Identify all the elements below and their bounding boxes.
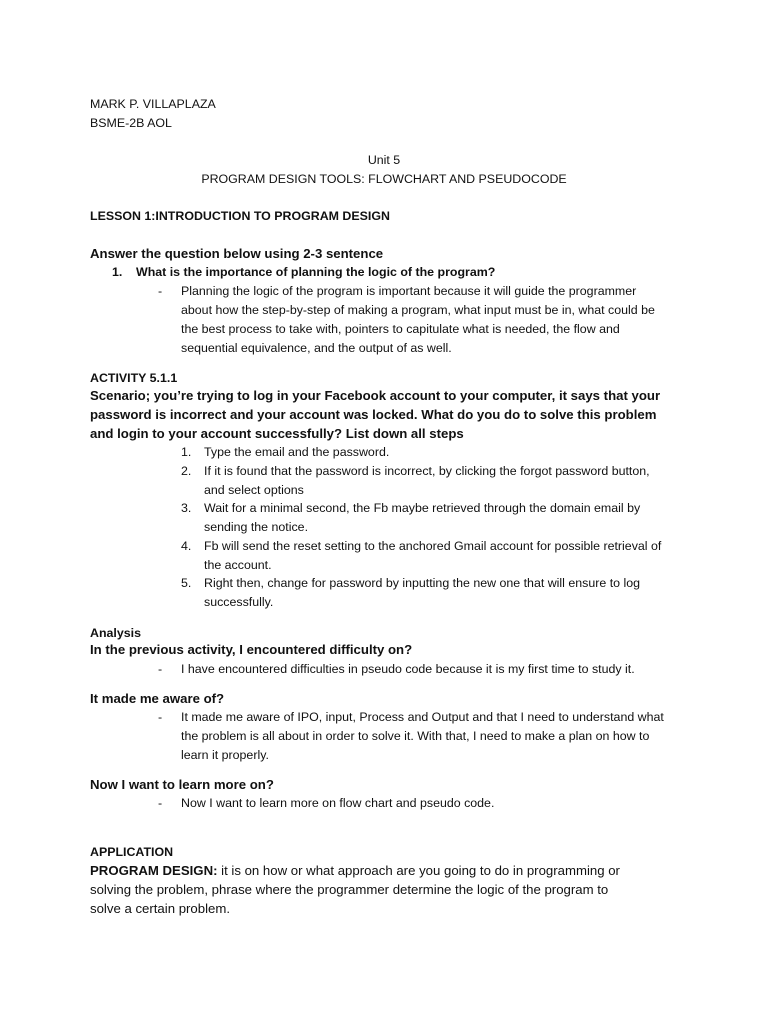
definition-term: PROGRAM DESIGN: (90, 863, 218, 878)
scenario-line: and login to your account successfully? List down all steps (90, 426, 464, 441)
analysis-heading: Analysis (90, 626, 141, 640)
analysis-question: Now I want to learn more on? (90, 777, 274, 792)
answer-bullet: - (158, 710, 163, 724)
answer-bullet: - (158, 284, 163, 298)
lesson-heading: LESSON 1:INTRODUCTION TO PROGRAM DESIGN (90, 209, 390, 223)
answer-line: about how the step-by-step of making a program, what input must be in, what could be (181, 303, 655, 317)
question-text: What is the importance of planning the logic of the program? (136, 265, 496, 279)
scenario-line: Scenario; you’re trying to log in your Facebook account to your computer, it says that your (90, 388, 661, 403)
answer-bullet: - (158, 662, 163, 676)
step-number: 3. (181, 501, 192, 515)
analysis-question: In the previous activity, I encountered difficulty on? (90, 642, 413, 657)
step-text: successfully. (204, 595, 274, 609)
question-number: 1. (112, 265, 123, 279)
analysis-answer: Now I want to learn more on flow chart and pseudo code. (181, 796, 495, 810)
step-number: 2. (181, 464, 192, 478)
answer-line: sequential equivalence, and the output of as well. (181, 341, 452, 355)
analysis-question: It made me aware of? (90, 691, 225, 706)
scenario-line: password is incorrect and your account was locked. What do you do to solve this problem (90, 407, 657, 422)
step-text: the account. (204, 558, 272, 572)
analysis-answer: I have encountered difficulties in pseudo code because it is my first time to study it. (181, 662, 635, 676)
step-number: 5. (181, 576, 192, 590)
application-definition-line: solve a certain problem. (90, 901, 231, 916)
unit-subtitle: PROGRAM DESIGN TOOLS: FLOWCHART AND PSEUDOCODE (201, 172, 567, 186)
step-number: 4. (181, 539, 192, 553)
application-definition (90, 862, 620, 880)
analysis-answer: learn it properly. (181, 748, 269, 762)
student-section: BSME-2B AOL (90, 116, 172, 130)
step-text: and select options (204, 483, 304, 497)
answer-bullet: - (158, 796, 163, 810)
analysis-answer: It made me aware of IPO, input, Process and Output and that I need to understand what (181, 710, 664, 724)
unit-title: Unit 5 (367, 153, 401, 167)
definition-text: it is on how or what approach are you going to do in programming or (217, 863, 620, 878)
step-number: 1. (181, 445, 192, 459)
lesson-instruction: Answer the question below using 2-3 sentence (90, 246, 384, 261)
application-definition-line: solving the problem, phrase where the programmer determine the logic of the program to (90, 882, 609, 897)
step-text: Type the email and the password. (204, 445, 390, 459)
application-heading: APPLICATION (90, 845, 174, 859)
step-text: Wait for a minimal second, the Fb maybe retrieved through the domain email by (204, 501, 641, 515)
analysis-answer: the problem is all about in order to solve it. With that, I need to make a plan on how to (181, 729, 650, 743)
step-text: Fb will send the reset setting to the anchored Gmail account for possible retrieval of (204, 539, 662, 553)
answer-line: Planning the logic of the program is important because it will guide the programmer (181, 284, 637, 298)
student-name: MARK P. VILLAPLAZA (90, 97, 216, 111)
step-text: If it is found that the password is incorrect, by clicking the forgot password button, (204, 464, 650, 478)
answer-line: the best process to take with, pointers to capitulate what is needed, the flow and (181, 322, 620, 336)
step-text: Right then, change for password by inputting the new one that will ensure to log (204, 576, 641, 590)
step-text: sending the notice. (204, 520, 309, 534)
activity-heading: ACTIVITY 5.1.1 (90, 371, 178, 385)
